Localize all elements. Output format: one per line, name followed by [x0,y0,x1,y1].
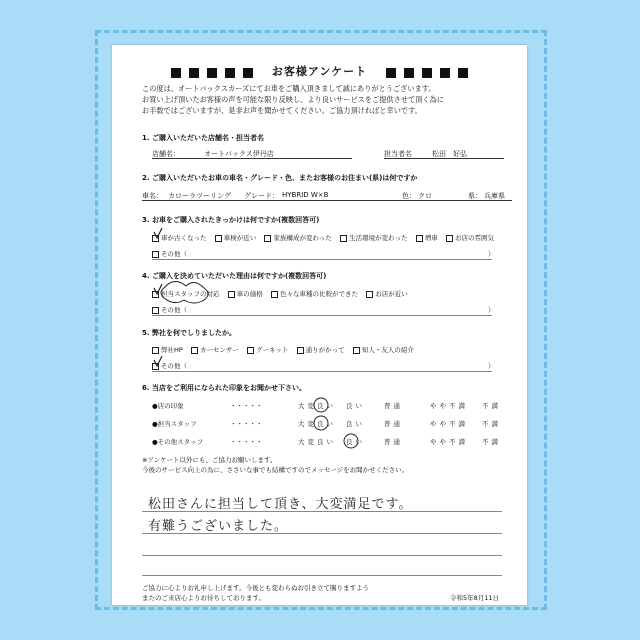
q6-row-dots: ・・・・・ [230,438,263,446]
survey-sheet [112,45,527,605]
q6-scale-very-good[interactable]: 大変良い [298,402,336,410]
q6-row-dots: ・・・・・ [230,420,263,428]
q5-option[interactable]: カーセンサー [191,345,239,354]
q3-option[interactable]: 家族構成が変わった [264,233,331,242]
q1-store-value: オートバックス伊丹店 [204,150,274,158]
q6-scale-bad[interactable]: 不満 [482,420,501,428]
q2-car-label: 車名： [142,192,163,200]
q5-option[interactable]: 通りがかって [297,345,345,354]
selection-circle [314,398,328,412]
footer-date: 令和5年8月11日 [450,594,500,602]
q5-option[interactable]: 知人・友人の紹介 [353,345,414,354]
q6-row-dots: ・・・・・ [230,402,263,410]
q4-heading: 4. ご購入を決めていただいた理由は何ですか(複数回答可) [142,272,327,280]
q1-staff-label: 担当者名 [384,150,412,158]
q6-scale-bad[interactable]: 不満 [482,438,501,446]
intro-line-2: お買い上げ頂いたお客様の声を可能な限り反映し、より良いサービスをご提供させて頂く為に [142,95,444,104]
q5-option[interactable]: 弊社HP [152,345,183,354]
q6-heading: 6. 当店をご利用になられた印象をお聞かせ下さい。 [142,384,306,392]
q3-other-close: ） [488,250,495,258]
q6-scale-very-good[interactable]: 大変良い [298,420,336,428]
q4-other[interactable]: その他（ [152,305,187,314]
intro-line-1: この度は、オートバックスカーズにてお車をご購入頂きまして誠にありがとうございます。 [142,84,436,93]
q2-color-value: クロ [418,192,432,200]
q6-scale-good[interactable]: 良い [346,420,365,428]
comment-line [142,511,502,512]
q6-row-label: ●その他スタッフ [152,438,204,446]
q2-grade-label: グレード： [244,192,279,200]
q6-scale-very-good[interactable]: 大変良い [298,438,336,446]
q2-heading: 2. ご購入いただいたお車の車名・グレード・色、またお客様のお住まい(県)は何ですか [142,174,418,182]
selection-circle [344,434,358,448]
handwritten-comment-1: 松田さんに担当して頂き、大変満足です。 [148,497,413,512]
q1-store-label: 店舗名： [152,150,180,158]
intro-line-3: お手数ではございますが、是非お声を聞かせてください。ご協力頂ければと幸いです。 [142,106,422,115]
q3-option[interactable]: お店の雰囲気 [446,233,494,242]
free-note-1: ※アンケート以外にも、ご協力お願いします。 [142,456,277,464]
q1-staff-value: 松田 好弘 [432,150,467,158]
check-mark [154,356,162,366]
handwritten-comment-2: 有難うございました。 [148,519,289,534]
q6-scale-normal[interactable]: 普通 [384,438,403,446]
q4-option[interactable]: お店が近い [366,289,408,298]
q2-color-label: 色： [402,192,416,200]
q6-scale-somewhat-bad[interactable]: やや不満 [430,402,468,410]
footer-line-1: ご協力に心よりお礼申し上げます。今後とも変わらぬお引き立て賜りますよう [142,584,369,592]
free-note-2: 今後のサービス向上の為に、ささいな事でも結構ですのでメッセージをお聞かせください。 [142,466,409,474]
q2-pref-label: 県： [468,192,482,200]
q3-option[interactable]: 車検が近い [215,233,257,242]
q5-heading: 5. 弊社を何でしりましたか。 [142,329,236,337]
comment-line [142,533,502,534]
q2-grade-value: HYBRID W×B [282,191,329,199]
q6-row-label: ●担当スタッフ [152,420,197,428]
title-text: お客様アンケート [271,65,368,78]
q5-other[interactable]: その他（ [152,361,187,370]
comment-line [142,555,502,556]
q3-other[interactable]: その他（ [152,249,187,258]
q6-scale-normal[interactable]: 普通 [384,402,403,410]
q3-option[interactable]: 増車 [416,233,438,242]
check-mark [154,228,162,238]
q2-pref-value: 兵庫県 [484,192,505,200]
q5-option[interactable]: グーネット [247,345,288,354]
q6-scale-good[interactable]: 良い [346,402,365,410]
selection-circle [314,416,328,430]
q5-other-close: ） [488,362,495,370]
scribble-circle [161,281,208,303]
q6-scale-bad[interactable]: 不満 [482,402,501,410]
footer-line-2: またのご来店心よりお待ちしております。 [142,594,265,602]
q4-other-close: ） [488,306,495,314]
q6-scale-somewhat-bad[interactable]: やや不満 [430,438,468,446]
comment-line [142,575,502,576]
q4-option[interactable]: 担当スタッフの対応 [152,289,220,298]
q3-option[interactable]: 車が古くなった [152,233,207,242]
q3-option[interactable]: 生活環境が変わった [340,233,407,242]
q2-car-value: カローラツーリング [168,192,231,200]
q1-heading: 1. ご購入いただいた店舗名・担当者名 [142,134,264,142]
q6-scale-normal[interactable]: 普通 [384,420,403,428]
q4-option[interactable]: 車の価格 [228,289,263,298]
q6-scale-good[interactable]: 良い [346,438,365,446]
q3-heading: 3. お車をご購入されたきっかけは何ですか(複数回答可) [142,216,320,224]
q4-option[interactable]: 色々な車種の比較ができた [271,289,358,298]
q6-row-label: ●店の印象 [152,402,184,410]
q6-scale-somewhat-bad[interactable]: やや不満 [430,420,468,428]
